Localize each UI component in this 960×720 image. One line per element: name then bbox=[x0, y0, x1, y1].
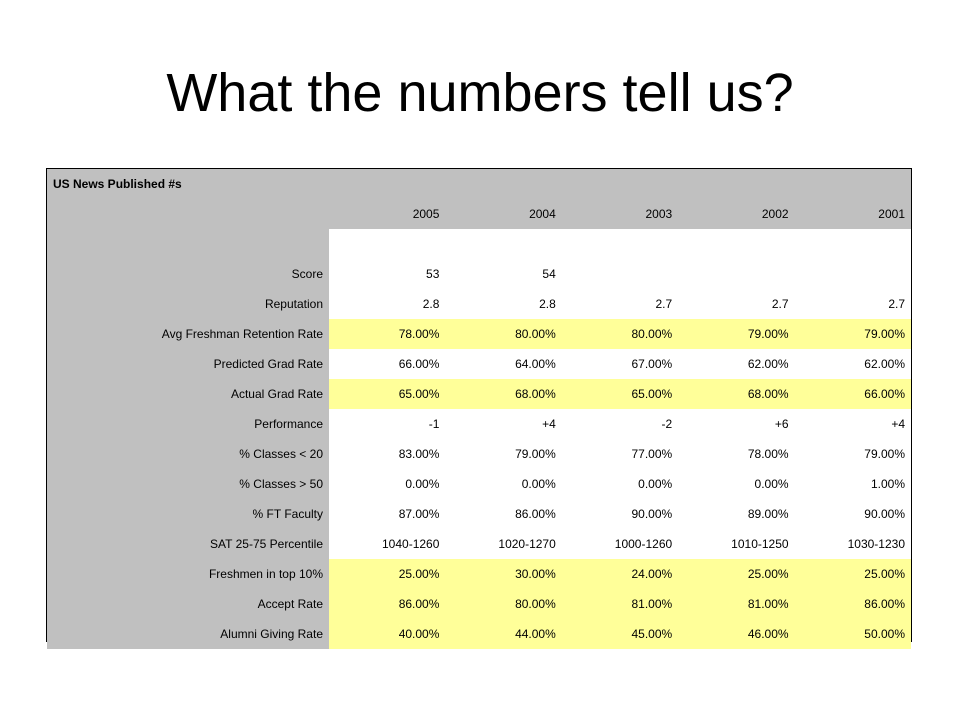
value-cell: 65.00% bbox=[562, 379, 678, 409]
table-title: US News Published #s bbox=[47, 169, 911, 199]
value-cell bbox=[562, 259, 678, 289]
value-cell: 67.00% bbox=[562, 349, 678, 379]
table-row bbox=[47, 379, 911, 409]
value-cell: 46.00% bbox=[678, 619, 794, 649]
value-cell: 50.00% bbox=[795, 619, 911, 649]
value-cell: 86.00% bbox=[445, 499, 561, 529]
table-row bbox=[47, 289, 911, 319]
value-cell: 86.00% bbox=[329, 589, 445, 619]
table-row bbox=[47, 559, 911, 589]
year-header-cell: 2002 bbox=[678, 199, 794, 229]
value-cell bbox=[678, 259, 794, 289]
value-cell: 1030-1230 bbox=[795, 529, 911, 559]
table-row bbox=[47, 439, 911, 469]
row-label: Actual Grad Rate bbox=[47, 379, 329, 409]
value-cell: 80.00% bbox=[562, 319, 678, 349]
value-cell: 79.00% bbox=[678, 319, 794, 349]
value-cell: 80.00% bbox=[445, 319, 561, 349]
value-cell: 79.00% bbox=[445, 439, 561, 469]
data-table-container bbox=[46, 168, 912, 642]
value-cell: 0.00% bbox=[445, 469, 561, 499]
value-cell: 90.00% bbox=[562, 499, 678, 529]
value-cell: 40.00% bbox=[329, 619, 445, 649]
year-header-blank bbox=[47, 199, 329, 229]
value-cell: 68.00% bbox=[445, 379, 561, 409]
row-label: Predicted Grad Rate bbox=[47, 349, 329, 379]
value-cell bbox=[795, 259, 911, 289]
value-cell: 66.00% bbox=[329, 349, 445, 379]
value-cell: 25.00% bbox=[795, 559, 911, 589]
value-cell: 1010-1250 bbox=[678, 529, 794, 559]
table-row bbox=[47, 589, 911, 619]
spacer-cell bbox=[445, 229, 561, 259]
year-header-cell: 2005 bbox=[329, 199, 445, 229]
value-cell: 62.00% bbox=[678, 349, 794, 379]
value-cell: -1 bbox=[329, 409, 445, 439]
value-cell: 78.00% bbox=[678, 439, 794, 469]
value-cell: 30.00% bbox=[445, 559, 561, 589]
value-cell: 78.00% bbox=[329, 319, 445, 349]
spacer-cell bbox=[678, 229, 794, 259]
value-cell: 44.00% bbox=[445, 619, 561, 649]
table-row bbox=[47, 619, 911, 649]
value-cell: 64.00% bbox=[445, 349, 561, 379]
value-cell: 81.00% bbox=[678, 589, 794, 619]
year-header-cell: 2004 bbox=[445, 199, 561, 229]
year-header-row bbox=[47, 199, 911, 229]
value-cell: 24.00% bbox=[562, 559, 678, 589]
value-cell: 87.00% bbox=[329, 499, 445, 529]
value-cell: 79.00% bbox=[795, 319, 911, 349]
value-cell: 2.7 bbox=[678, 289, 794, 319]
value-cell: 25.00% bbox=[329, 559, 445, 589]
value-cell: 45.00% bbox=[562, 619, 678, 649]
value-cell: 0.00% bbox=[329, 469, 445, 499]
row-label: Performance bbox=[47, 409, 329, 439]
row-label: Freshmen in top 10% bbox=[47, 559, 329, 589]
year-header-cell: 2003 bbox=[562, 199, 678, 229]
value-cell: 65.00% bbox=[329, 379, 445, 409]
value-cell: 53 bbox=[329, 259, 445, 289]
table-row bbox=[47, 529, 911, 559]
value-cell: 1000-1260 bbox=[562, 529, 678, 559]
value-cell: 68.00% bbox=[678, 379, 794, 409]
value-cell: 0.00% bbox=[678, 469, 794, 499]
table-row bbox=[47, 499, 911, 529]
spacer-cell bbox=[329, 229, 445, 259]
value-cell: 0.00% bbox=[562, 469, 678, 499]
value-cell: +6 bbox=[678, 409, 794, 439]
value-cell: +4 bbox=[795, 409, 911, 439]
row-label: Score bbox=[47, 259, 329, 289]
spacer-cell bbox=[562, 229, 678, 259]
table-row bbox=[47, 409, 911, 439]
table-row bbox=[47, 319, 911, 349]
value-cell: 1040-1260 bbox=[329, 529, 445, 559]
value-cell: 90.00% bbox=[795, 499, 911, 529]
value-cell: 54 bbox=[445, 259, 561, 289]
table-row bbox=[47, 469, 911, 499]
value-cell: 2.8 bbox=[329, 289, 445, 319]
value-cell: -2 bbox=[562, 409, 678, 439]
year-header-cell: 2001 bbox=[795, 199, 911, 229]
value-cell: 83.00% bbox=[329, 439, 445, 469]
value-cell: 79.00% bbox=[795, 439, 911, 469]
row-label: SAT 25-75 Percentile bbox=[47, 529, 329, 559]
value-cell: 89.00% bbox=[678, 499, 794, 529]
slide-title: What the numbers tell us? bbox=[166, 63, 794, 123]
value-cell: 2.7 bbox=[562, 289, 678, 319]
row-label: % Classes > 50 bbox=[47, 469, 329, 499]
value-cell: 86.00% bbox=[795, 589, 911, 619]
table-row bbox=[47, 259, 911, 289]
value-cell: 80.00% bbox=[445, 589, 561, 619]
value-cell: 25.00% bbox=[678, 559, 794, 589]
row-label: Reputation bbox=[47, 289, 329, 319]
value-cell: 2.8 bbox=[445, 289, 561, 319]
table-title-row bbox=[47, 169, 911, 199]
value-cell: 81.00% bbox=[562, 589, 678, 619]
value-cell: 1.00% bbox=[795, 469, 911, 499]
value-cell: 66.00% bbox=[795, 379, 911, 409]
row-label: Alumni Giving Rate bbox=[47, 619, 329, 649]
row-label: % Classes < 20 bbox=[47, 439, 329, 469]
spacer-label bbox=[47, 229, 329, 259]
table-row bbox=[47, 349, 911, 379]
row-label: Avg Freshman Retention Rate bbox=[47, 319, 329, 349]
value-cell: 77.00% bbox=[562, 439, 678, 469]
spacer-cell bbox=[795, 229, 911, 259]
row-label: % FT Faculty bbox=[47, 499, 329, 529]
value-cell: 62.00% bbox=[795, 349, 911, 379]
value-cell: 1020-1270 bbox=[445, 529, 561, 559]
spacer-row bbox=[47, 229, 911, 259]
us-news-table bbox=[47, 169, 911, 649]
row-label: Accept Rate bbox=[47, 589, 329, 619]
value-cell: +4 bbox=[445, 409, 561, 439]
value-cell: 2.7 bbox=[795, 289, 911, 319]
